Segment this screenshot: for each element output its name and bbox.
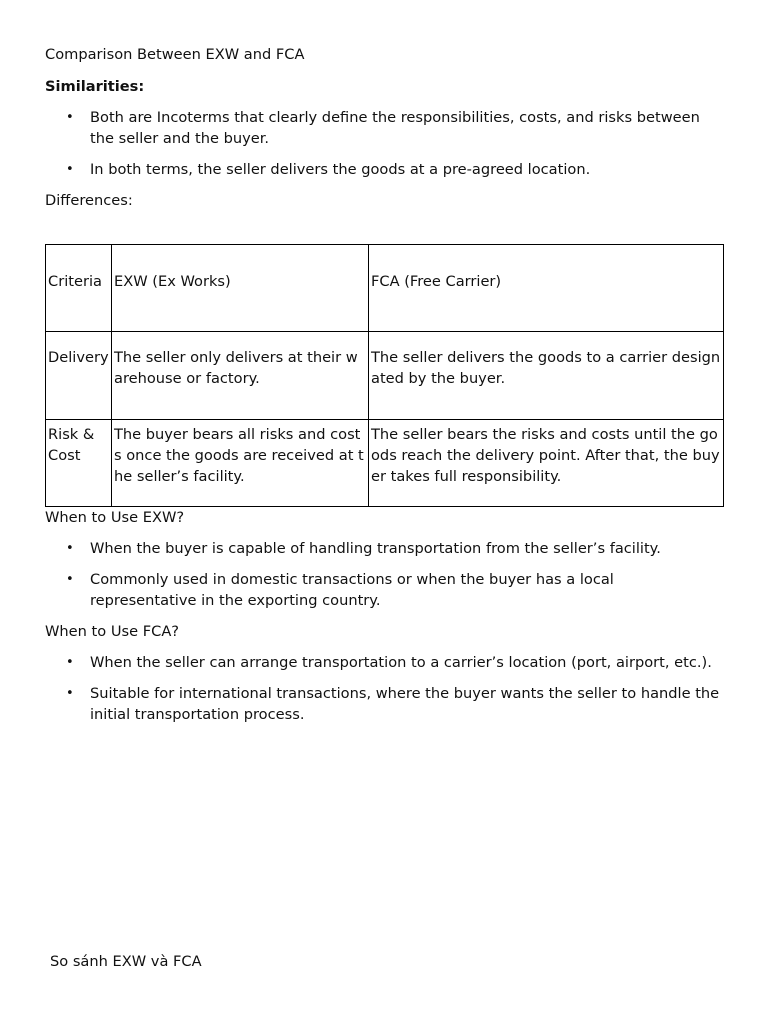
list-item-text: Suitable for international transactions, where the buyer wants the seller to handle the initial transportation process.	[90, 685, 720, 723]
list-item	[45, 683, 723, 725]
list-item	[45, 652, 723, 673]
bullet-icon: •	[66, 162, 74, 177]
list-item	[45, 538, 723, 559]
fca-list	[45, 652, 723, 725]
document-page	[45, 44, 723, 735]
table-cell-criteria: Risk & Cost	[46, 420, 112, 507]
comparison-table-wrap	[45, 244, 723, 507]
list-item-text: Both are Incoterms that clearly define the responsibilities, costs, and risks between the seller and the buyer.	[90, 109, 700, 147]
list-item	[45, 107, 723, 149]
footer-title: So sánh EXW và FCA	[50, 953, 202, 970]
similarities-list	[45, 107, 723, 180]
list-item-text: Commonly used in domestic transactions or when the buyer has a local representative in the exporting country.	[90, 571, 614, 609]
table-cell-exw: The buyer bears all risks and costs once the goods are received at the seller’s facility.	[112, 420, 369, 507]
list-item-text: When the seller can arrange transportation to a carrier’s location (port, airport, etc.).	[90, 654, 712, 671]
list-item	[45, 159, 723, 180]
document-title: Comparison Between EXW and FCA	[45, 46, 305, 63]
bullet-icon: •	[66, 655, 74, 670]
table-cell-fca: The seller delivers the goods to a carrier designated by the buyer.	[369, 332, 724, 420]
bullet-icon: •	[66, 541, 74, 556]
list-item-text: In both terms, the seller delivers the goods at a pre-agreed location.	[90, 161, 591, 178]
table-row	[46, 332, 724, 420]
bullet-icon: •	[66, 572, 74, 587]
comparison-table	[45, 244, 724, 507]
exw-heading: When to Use EXW?	[45, 509, 185, 526]
fca-heading: When to Use FCA?	[45, 623, 180, 640]
bullet-icon: •	[66, 686, 74, 701]
header-exw: EXW (Ex Works)	[112, 245, 369, 332]
table-header-row	[46, 245, 724, 332]
differences-heading: Differences:	[45, 192, 133, 209]
list-item-text: When the buyer is capable of handling transportation from the seller’s facility.	[90, 540, 661, 557]
table-cell-exw: The seller only delivers at their warehouse or factory.	[112, 332, 369, 420]
similarities-heading: Similarities:	[45, 78, 145, 95]
table-cell-fca: The seller bears the risks and costs until the goods reach the delivery point. After that, the buyer takes full responsibility.	[369, 420, 724, 507]
header-criteria: Criteria	[46, 245, 112, 332]
table-cell-criteria: Delivery	[46, 332, 112, 420]
list-item	[45, 569, 723, 611]
bullet-icon: •	[66, 110, 74, 125]
header-fca: FCA (Free Carrier)	[369, 245, 724, 332]
exw-list	[45, 538, 723, 611]
table-row	[46, 420, 724, 507]
